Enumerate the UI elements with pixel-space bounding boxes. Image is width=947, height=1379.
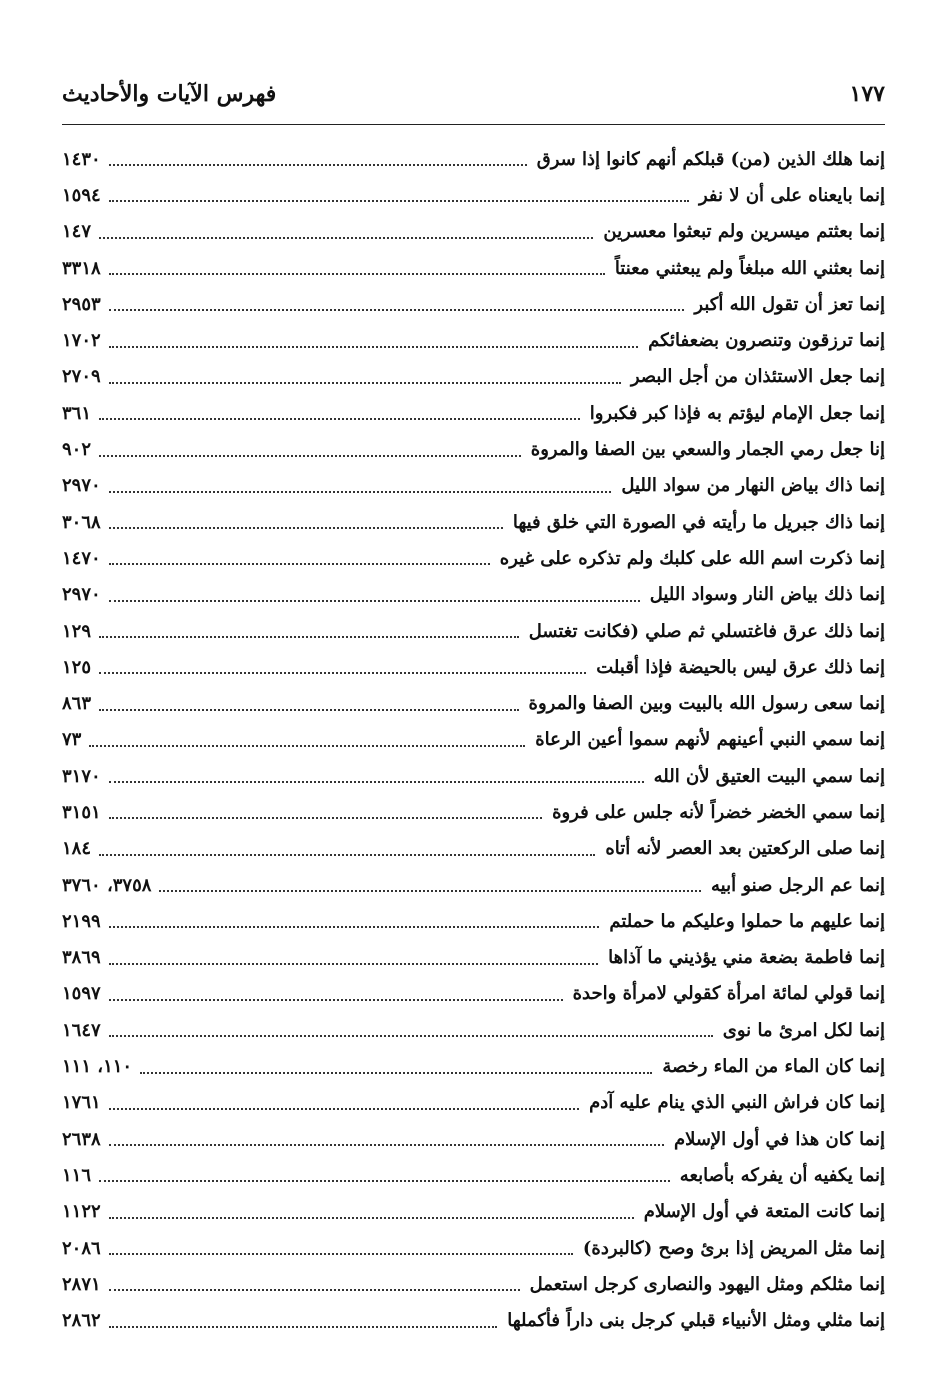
list-item [62, 540, 885, 576]
entry-text: إنما سمي الخضر خضراً لأنه جلس على فروة [552, 801, 885, 823]
entry-reference: ٣٣١٨ [62, 257, 101, 279]
dot-leader [109, 382, 621, 384]
entry-text: إنما ذلك عرق ليس بالحيضة فإذا أقبلت [596, 656, 885, 678]
list-item [62, 831, 885, 867]
entry-text: إنما بعثتم ميسرين ولم تبعثوا معسرين [603, 221, 885, 243]
entry-text: إنما يكفيه أن يفركه بأصابعه [679, 1164, 885, 1186]
dot-leader [109, 1108, 579, 1110]
list-item [62, 685, 885, 721]
entry-reference: ٣١٥١ [62, 801, 101, 823]
page-title: فهرس الآيات والأحاديث [62, 81, 277, 107]
list-item [62, 613, 885, 649]
entry-text: إنما ترزقون وتنصرون بضعفائكم [648, 330, 885, 352]
page-header [62, 74, 885, 114]
dot-leader [109, 1035, 713, 1037]
entry-reference: ٢٩٥٣ [62, 293, 101, 315]
list-item [62, 1085, 885, 1121]
list-item [62, 1303, 885, 1339]
dot-leader [140, 1072, 652, 1074]
entry-text: إنا جعل رمي الجمار والسعي بين الصفا والمروة [530, 439, 885, 461]
entry-text: إنما ذاك جبريل ما رأيته في الصورة التي خلق فيها [512, 511, 885, 533]
entry-text: إنما مثلكم ومثل اليهود والنصارى كرجل استعمل [529, 1273, 885, 1295]
entry-reference: ٩٠٢ [62, 439, 92, 461]
entry-reference: ٣٠٦٨ [62, 511, 101, 533]
list-item [62, 286, 885, 322]
entry-text: إنما فاطمة بضعة مني يؤذيني ما آذاها [608, 947, 885, 969]
entry-reference: ١٧٠٢ [62, 330, 101, 352]
list-item [62, 1048, 885, 1084]
entry-text: إنما كان هذا في أول الإسلام [673, 1128, 885, 1150]
entry-reference: ١١٦ [62, 1164, 92, 1186]
dot-leader [109, 563, 490, 565]
list-item [62, 177, 885, 213]
entry-reference: ٢٨٧١ [62, 1273, 101, 1295]
entry-reference: ٢٧٠٩ [62, 366, 101, 388]
list-item [62, 1157, 885, 1193]
dot-leader [89, 745, 525, 747]
list-item [62, 250, 885, 286]
entry-text: إنما كانت المتعة في أول الإسلام [643, 1201, 885, 1223]
dot-leader [99, 636, 519, 638]
list-item [62, 794, 885, 830]
entry-reference: ٢١٩٩ [62, 910, 101, 932]
entry-text: إنما بعثني الله مبلغاً ولم يبعثني معنتاً [614, 257, 885, 279]
list-item [62, 758, 885, 794]
entry-reference: ٢٨٦٢ [62, 1310, 101, 1332]
entry-reference: ١٨٤ [62, 838, 92, 860]
entry-text: إنما ذلك عرق فاغتسلي ثم صلي (فكانت تغتسل [528, 620, 885, 642]
list-item [62, 1012, 885, 1048]
entry-text: إنما عم الرجل صنو أبيه [711, 874, 885, 896]
entry-text: إنما كان فراش النبي الذي ينام عليه آدم [589, 1092, 885, 1114]
entry-reference: ١١٢٢ [62, 1201, 101, 1223]
entry-reference: ١٥٩٤ [62, 184, 101, 206]
dot-leader [99, 237, 593, 239]
dot-leader [109, 1253, 573, 1255]
entry-text: إنما عليهم ما حملوا وعليكم ما حملتم [609, 910, 885, 932]
dot-leader [109, 273, 605, 275]
entry-reference: ١٥٩٧ [62, 983, 101, 1005]
list-item [62, 722, 885, 758]
entry-text: إنما صلى الركعتين بعد العصر لأنه أتاه [605, 838, 885, 860]
entry-text: إنما جعل الاستئذان من أجل البصر [630, 366, 885, 388]
entry-text: إنما تعز أن تقول الله أكبر [694, 293, 885, 315]
list-item [62, 577, 885, 613]
dot-leader [159, 890, 701, 892]
dot-leader [109, 999, 563, 1001]
dot-leader [109, 1289, 520, 1291]
entry-reference: ٢٩٧٠ [62, 584, 101, 606]
dot-leader [109, 926, 600, 928]
dot-leader [99, 854, 595, 856]
entry-text: إنما سمي النبي أعينهم لأنهم سموا أعين الرعاة [535, 729, 885, 751]
dot-leader [109, 1326, 498, 1328]
dot-leader [99, 455, 521, 457]
entry-reference: ١٤٧٠ [62, 547, 101, 569]
list-item [62, 867, 885, 903]
index-list [62, 141, 885, 1339]
dot-leader [109, 1217, 634, 1219]
dot-leader [99, 418, 580, 420]
dot-leader [109, 491, 612, 493]
list-item [62, 322, 885, 358]
dot-leader [109, 346, 638, 348]
list-item [62, 903, 885, 939]
entry-text: إنما قولي لمائة امرأة كقولي لامرأة واحدة [572, 983, 885, 1005]
list-item [62, 395, 885, 431]
entry-text: إنما ذلك بياض النار وسواد الليل [649, 584, 885, 606]
list-item [62, 504, 885, 540]
entry-reference: ٧٣ [62, 729, 82, 751]
list-item [62, 214, 885, 250]
entry-reference: ٨٦٣ [62, 693, 92, 715]
entry-reference: ٢٦٣٨ [62, 1128, 101, 1150]
entry-text: إنما ذاك بياض النهار من سواد الليل [621, 475, 885, 497]
entry-reference: ٣٨٦٩ [62, 947, 101, 969]
dot-leader [109, 1144, 664, 1146]
dot-leader [109, 309, 685, 311]
dot-leader [109, 200, 689, 202]
entry-text: إنما سمي البيت العتيق لأن الله [653, 765, 885, 787]
dot-leader [99, 709, 519, 711]
entry-text: إنما كان الماء من الماء رخصة [662, 1056, 885, 1078]
entry-reference: ١٤٧ [62, 221, 92, 243]
list-item [62, 940, 885, 976]
entry-reference: ١٢٩ [62, 620, 92, 642]
list-item [62, 1121, 885, 1157]
entry-reference: ١٧٦١ [62, 1092, 101, 1114]
list-item [62, 431, 885, 467]
entry-text: إنما لكل امرئ ما نوى [722, 1019, 885, 1041]
list-item [62, 1266, 885, 1302]
list-item [62, 976, 885, 1012]
dot-leader [109, 527, 503, 529]
list-item [62, 141, 885, 177]
entry-reference: ٢٩٧٠ [62, 475, 101, 497]
dot-leader [109, 781, 644, 783]
entry-text: إنما جعل الإمام ليؤتم به فإذا كبر فكبروا [589, 402, 885, 424]
dot-leader [99, 672, 586, 674]
entry-text: إنما بايعناه على أن لا نفر [698, 184, 885, 206]
dot-leader [109, 164, 527, 166]
entry-text: إنما ذكرت اسم الله على كلبك ولم تذكره على غيره [499, 547, 885, 569]
entry-reference: ٣١٧٠ [62, 765, 101, 787]
entry-reference: ٣٦١ [62, 402, 92, 424]
entry-reference: ١٤٣٠ [62, 148, 101, 170]
page-number: ١٧٧ [849, 81, 885, 107]
dot-leader [99, 1180, 670, 1182]
list-item [62, 468, 885, 504]
list-item [62, 649, 885, 685]
entry-text: إنما مثلي ومثل الأنبياء قبلي كرجل بنى داراً فأكملها [507, 1310, 885, 1332]
entry-reference: ١٦٤٧ [62, 1019, 101, 1041]
dot-leader [109, 963, 598, 965]
dot-leader [109, 817, 542, 819]
list-item [62, 1230, 885, 1266]
list-item [62, 1194, 885, 1230]
entry-reference: ٢٠٨٦ [62, 1237, 101, 1259]
entry-reference: ١١٠، ١١١ [62, 1056, 133, 1078]
dot-leader [109, 600, 640, 602]
entry-reference: ٣٧٥٨، ٣٧٦٠ [62, 874, 152, 896]
entry-text: إنما مثل المريض إذا برئ وصح (كالبردة) [582, 1237, 885, 1259]
entry-reference: ١٢٥ [62, 656, 92, 678]
entry-text: إنما سعى رسول الله بالبيت وبين الصفا والمروة [528, 693, 885, 715]
entry-text: إنما هلك الذين (من) قبلكم أنهم كانوا إذا سرق [536, 148, 885, 170]
list-item [62, 359, 885, 395]
header-rule [62, 124, 885, 125]
